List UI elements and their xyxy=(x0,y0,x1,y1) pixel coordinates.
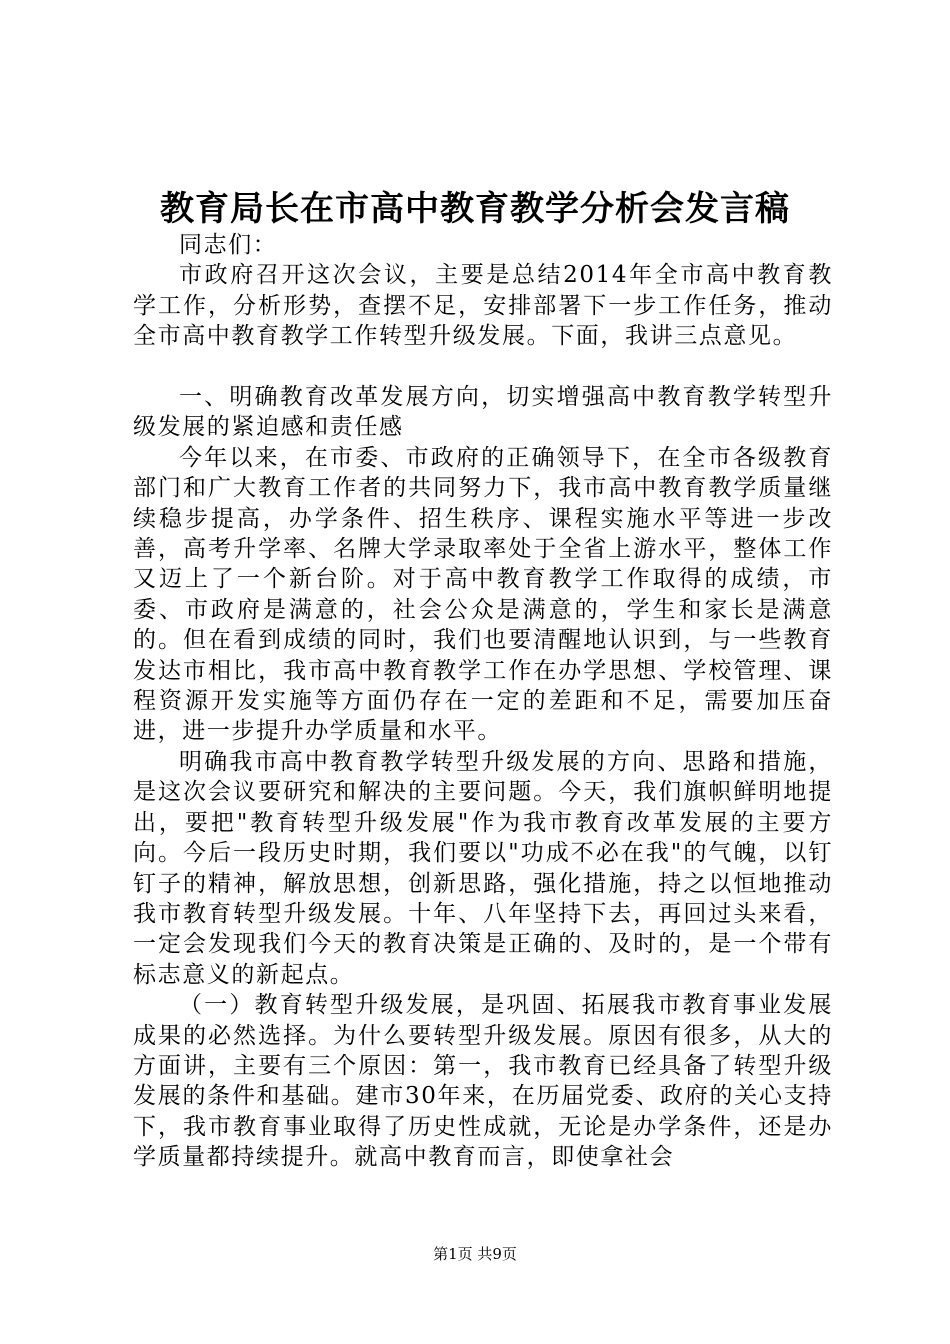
paragraph: 今年以来，在市委、市政府的正确领导下，在全市各级教育部门和广大教育工作者的共同努力下，我市高中教育教学质量继续稳步提高，办学条件、招生秩序、课程实施水平等进一步改善，高考升学率、名牌大学录取率处于全省上游水平，整体工作又迈上了一个新台阶。对于高中教育教学工作取得的成绩，市委、市政府是满意的，社会公众是满意的，学生和家长是满意的。但在看到成绩的同时，我们也要清醒地认识到，与一些教育发达市相比，我市高中教育教学工作在办学思想、学校管理、课程资源开发实施等方面仍存在一定的差距和不足，需要加压奋进，进一步提升办学质量和水平。 xyxy=(133,444,833,745)
document-body xyxy=(133,230,833,1173)
salutation: 同志们： xyxy=(179,232,278,258)
paragraph: （一）教育转型升级发展，是巩固、拓展我市教育事业发展成果的必然选择。为什么要转型升级发展。原因有很多，从大的方面讲，主要有三个原因：第一，我市教育已经具备了转型升级发展的条件和基础。建市30年来，在历届党委、政府的关心支持下，我市教育事业取得了历史性成就，无论是办学条件，还是办学质量都持续提升。就高中教育而言，即使拿社会 xyxy=(133,992,833,1171)
section-heading: 一、明确教育改革发展方向，切实增强高中教育教学转型升级发展的紧迫感和责任感 xyxy=(133,384,833,441)
paragraph-gap xyxy=(133,352,833,382)
document-title: 教育局长在市高中教育教学分析会发言稿 xyxy=(160,189,790,229)
page-number-footer: 第1页 共9页 xyxy=(433,1245,517,1263)
paragraph-intro: 市政府召开这次会议，主要是总结2014年全市高中教育教学工作，分析形势，查摆不足，安排部署下一步工作任务，推动全市高中教育教学工作转型升级发展。下面，我讲三点意见。 xyxy=(133,262,833,350)
paragraph: 明确我市高中教育教学转型升级发展的方向、思路和措施，是这次会议要研究和解决的主要问题。今天，我们旗帜鲜明地提出，要把"教育转型升级发展"作为我市教育改革发展的主要方向。今后一段历史时期，我们要以"功成不必在我"的气魄，以钉钉子的精神，解放思想，创新思路，强化措施，持之以恒地推动我市教育转型升级发展。十年、八年坚持下去，再回过头来看，一定会发现我们今天的教育决策是正确的、及时的，是一个带有标志意义的新起点。 xyxy=(133,748,833,988)
